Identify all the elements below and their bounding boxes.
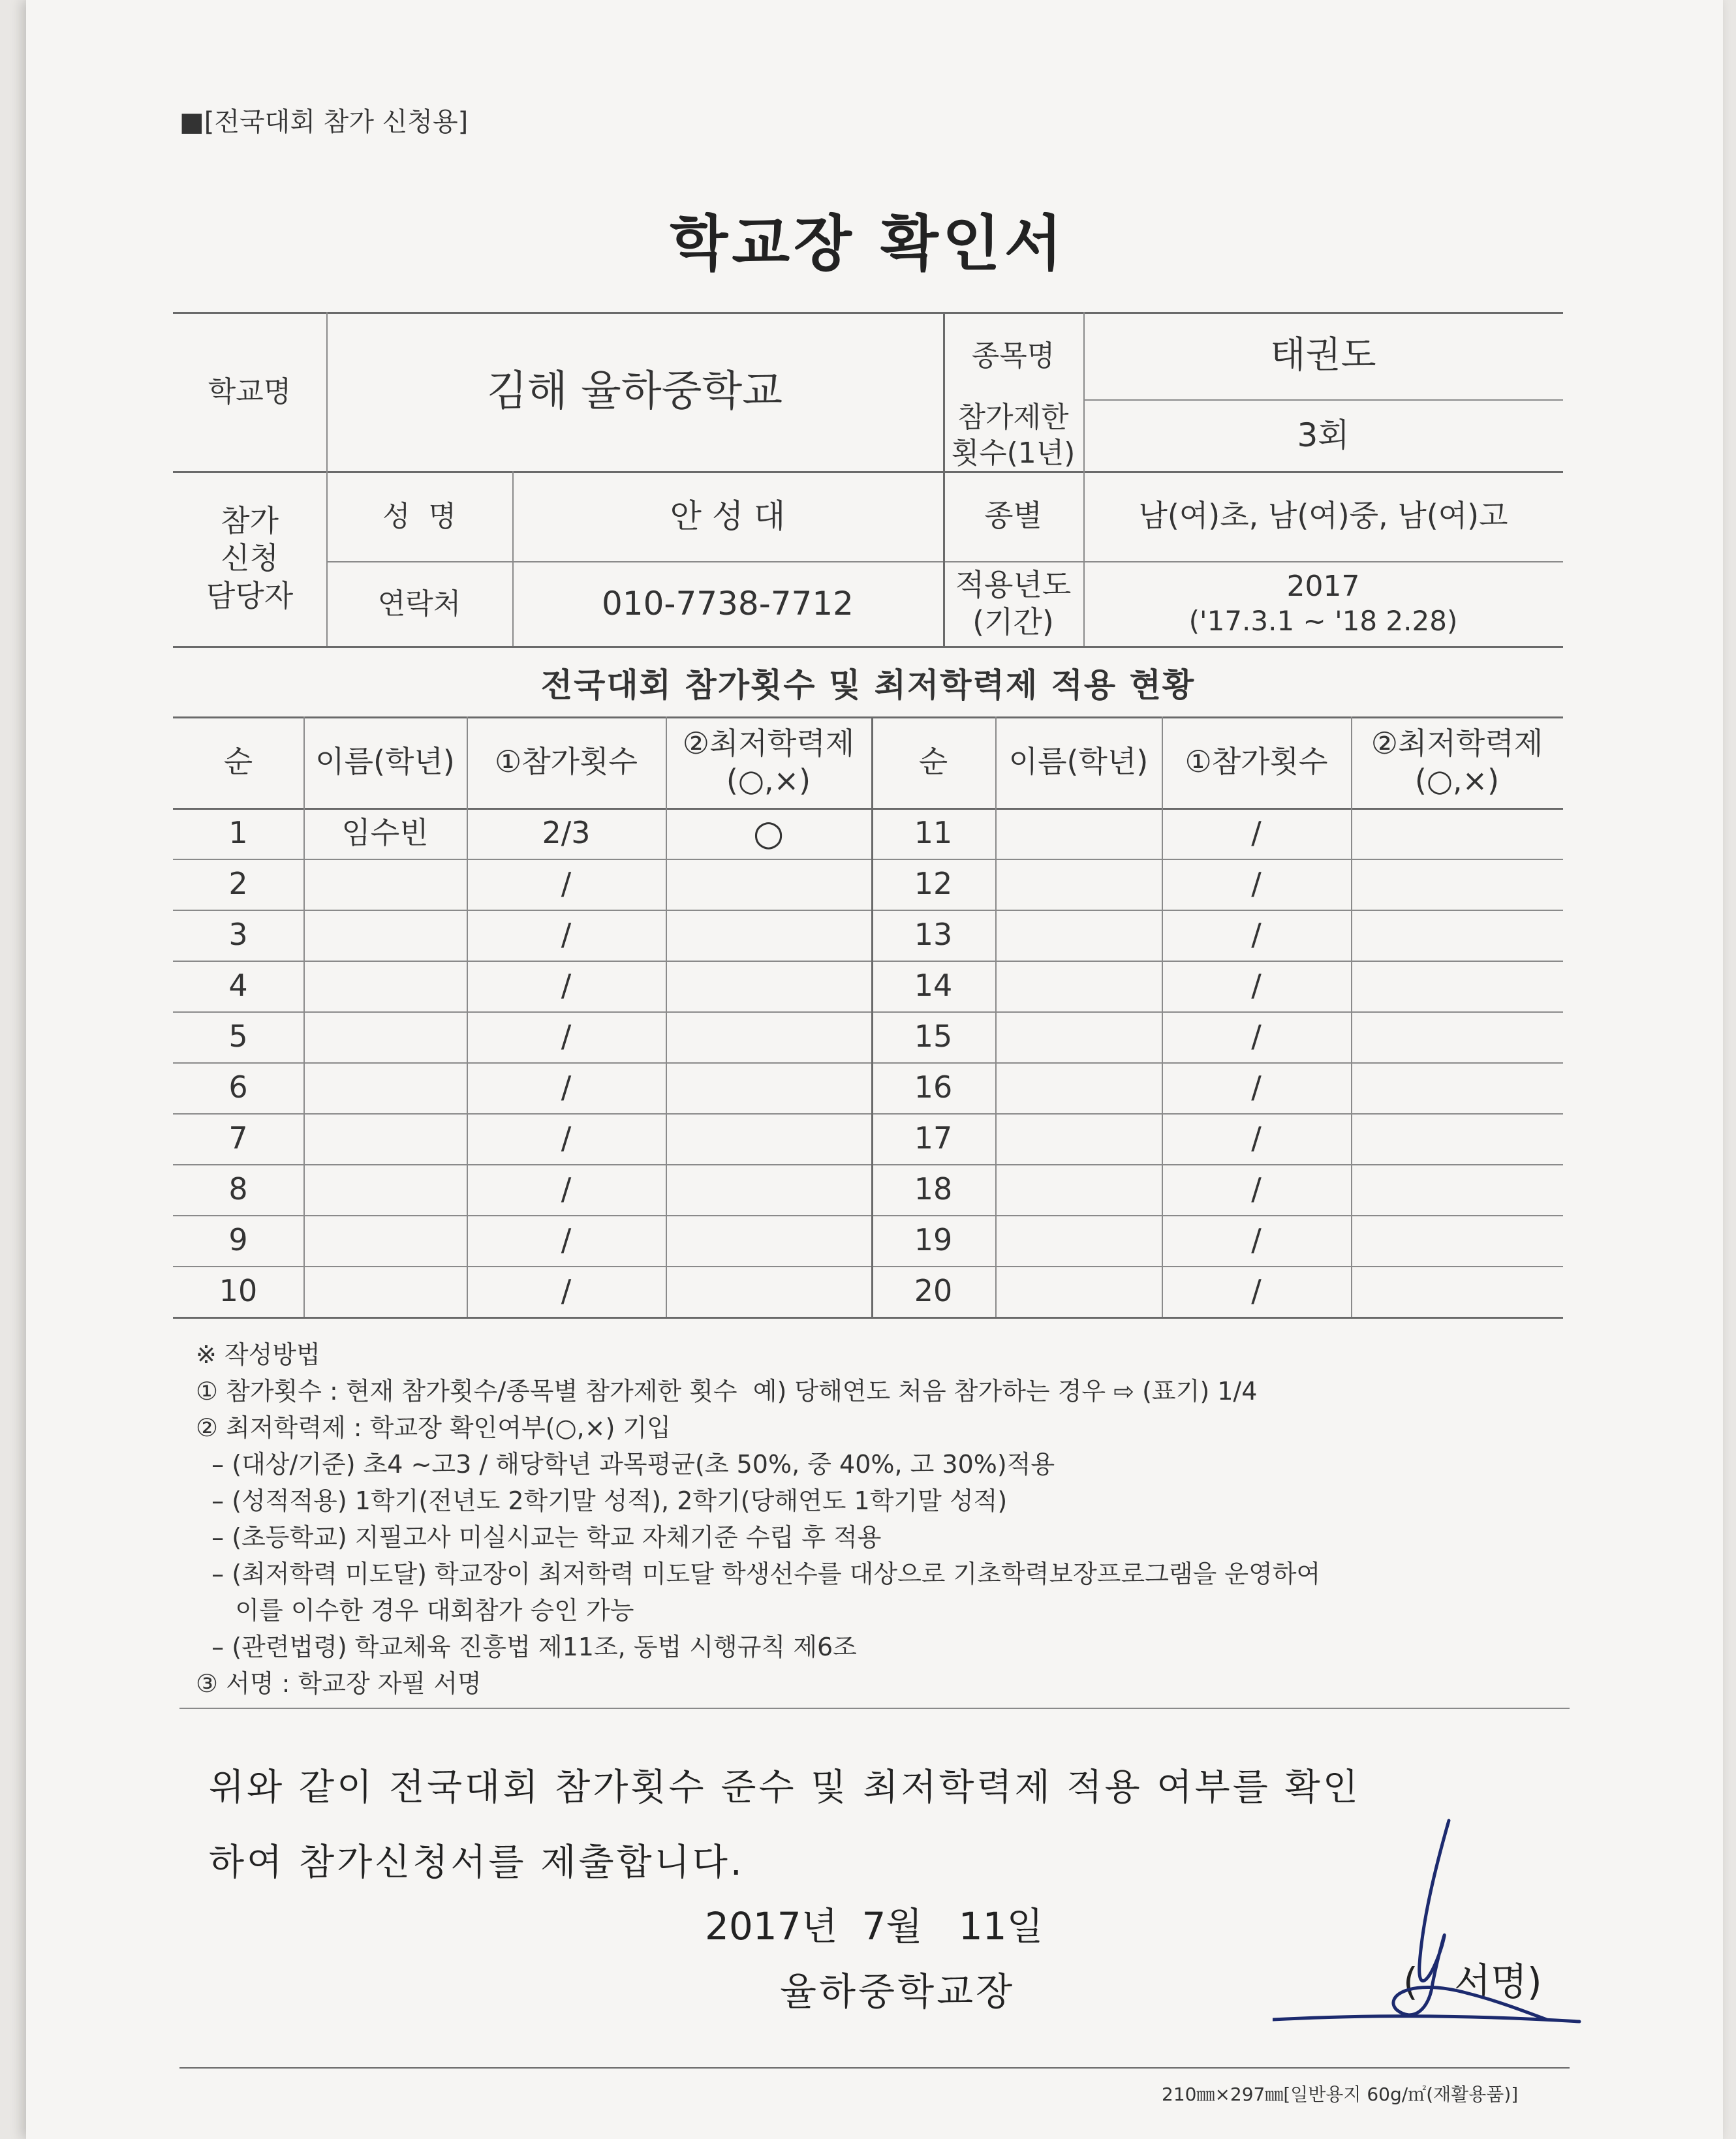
row-no-right: 19 — [914, 1222, 953, 1258]
row-no-left: 1 — [228, 815, 248, 851]
participation-count-right: / — [1251, 917, 1262, 953]
row-no-left: 4 — [228, 968, 248, 1004]
row-no-right: 12 — [914, 866, 953, 902]
principal-title: 율하중학교장 — [780, 1969, 1015, 2014]
student-name-left — [303, 910, 467, 961]
participation-count-right: / — [1251, 1273, 1262, 1309]
minimum-academic-mark-left — [666, 1215, 871, 1266]
instruction-line: – (성적적용) 1학기(전년도 2학기말 성적), 2학기(당해연도 1학기말 성적) — [196, 1486, 1008, 1515]
period-value: ('17.3.1 ~ '18 2.28) — [1188, 605, 1458, 638]
row-no-left: 3 — [228, 917, 248, 953]
student-name-left — [303, 1113, 467, 1164]
participation-count-left: / — [561, 866, 572, 902]
minimum-academic-mark-right — [1351, 1164, 1563, 1215]
row-no-right: 20 — [914, 1273, 953, 1309]
minimum-academic-mark-right — [1351, 808, 1563, 859]
minimum-academic-mark-right — [1351, 1266, 1563, 1317]
student-name-left — [303, 859, 467, 910]
participation-count-left: / — [561, 968, 572, 1004]
row-no-left: 5 — [228, 1019, 248, 1054]
minimum-academic-mark-right — [1351, 1113, 1563, 1164]
participation-count-left: / — [561, 1019, 572, 1054]
category-value: 남(여)초, 남(여)중, 남(여)고 — [1138, 498, 1508, 534]
instruction-line: ② 최저학력제 : 학교장 확인여부(○,×) 기입 — [196, 1413, 671, 1442]
row-no-right: 17 — [914, 1120, 953, 1156]
row-no-left: 2 — [228, 866, 248, 902]
school-name-label: 학교명 — [208, 375, 292, 408]
instruction-line: ③ 서명 : 학교장 자필 서명 — [196, 1669, 482, 1698]
event-label: 종목명 — [971, 339, 1055, 373]
row-no-right: 15 — [914, 1019, 953, 1054]
row-no-left: 8 — [228, 1171, 248, 1207]
instruction-line: – (최저학력 미도달) 학교장이 최저학력 미도달 학생선수를 대상으로 기초학력보장프로그램을 운영하여 — [196, 1560, 1321, 1588]
col-header-minimum-right: ②최저학력제 (○,×) — [1371, 725, 1543, 798]
section-title: 전국대회 참가횟수 및 최저학력제 적용 현황 — [540, 666, 1196, 704]
row-no-right: 13 — [914, 917, 953, 953]
participation-count-right: / — [1251, 1070, 1262, 1105]
instructions-heading: ※ 작성방법 — [196, 1340, 320, 1369]
row-no-left: 10 — [219, 1273, 258, 1309]
minimum-academic-mark-right — [1351, 1215, 1563, 1266]
minimum-academic-mark-left — [666, 859, 871, 910]
col-header-count-left: ①참가횟수 — [495, 744, 638, 780]
participation-count-right: / — [1251, 968, 1262, 1004]
contact-person-label: 참가 신청 담당자 — [206, 502, 294, 613]
row-no-right: 14 — [914, 968, 953, 1004]
participation-count-right: / — [1251, 1222, 1262, 1258]
student-name-left — [303, 961, 467, 1011]
minimum-academic-mark-right — [1351, 1062, 1563, 1113]
minimum-academic-mark-left — [666, 1266, 871, 1317]
instruction-line: – (초등학교) 지필고사 미실시교는 학교 자체기준 수립 후 적용 — [196, 1523, 882, 1552]
form-type-note: ■[전국대회 참가 신청용] — [179, 107, 469, 137]
student-name-right — [995, 1164, 1162, 1215]
phone-value: 010-7738-7712 — [601, 584, 854, 623]
student-name-right — [995, 910, 1162, 961]
principal-signature — [1273, 1814, 1586, 2029]
student-name-left: 임수빈 — [341, 815, 429, 851]
paper-spec: 210㎜×297㎜[일반용지 60g/㎡(재활용품)] — [1162, 2084, 1519, 2105]
student-name-right — [995, 808, 1162, 859]
student-name-left — [303, 1266, 467, 1317]
declaration-line-1: 위와 같이 전국대회 참가횟수 준수 및 최저학력제 적용 여부를 확인 — [209, 1766, 1361, 1809]
submission-date: 2017년 7월 11일 — [705, 1904, 1044, 1948]
row-no-left: 6 — [228, 1070, 248, 1105]
instruction-line: – (관련법령) 학교체육 진흥법 제11조, 동법 시행규칙 제6조 — [196, 1633, 857, 1661]
category-label: 종별 — [984, 498, 1042, 534]
participation-count-right: / — [1251, 1120, 1262, 1156]
declaration-line-2: 하여 참가신청서를 제출합니다. — [209, 1841, 745, 1884]
student-name-right — [995, 1215, 1162, 1266]
minimum-academic-mark-left — [666, 910, 871, 961]
student-name-left — [303, 1011, 467, 1062]
participation-limit-label: 참가제한 횟수(1년) — [951, 401, 1076, 470]
row-no-right: 16 — [914, 1070, 953, 1105]
minimum-academic-mark-left — [666, 1164, 871, 1215]
row-no-left: 7 — [228, 1120, 248, 1156]
participation-count-right: / — [1251, 866, 1262, 902]
participation-count-left: 2/3 — [542, 815, 591, 851]
row-no-right: 18 — [914, 1171, 953, 1207]
instruction-line: ① 참가횟수 : 현재 참가횟수/종목별 참가제한 횟수 예) 당해연도 처음 참가하는 경우 ⇨ (표기) 1/4 — [196, 1377, 1258, 1406]
phone-label: 연락처 — [377, 587, 461, 621]
col-header-name-left: 이름(학년) — [315, 744, 455, 780]
participation-count-left: / — [561, 1070, 572, 1105]
row-no-right: 11 — [914, 815, 953, 851]
minimum-academic-mark-right — [1351, 1011, 1563, 1062]
instruction-line: – (대상/기준) 초4 ~고3 / 해당학년 과목평균(초 50%, 중 40%, 고 30%)적용 — [196, 1450, 1055, 1479]
participation-count-left: / — [561, 1171, 572, 1207]
applicable-year-value — [1083, 561, 1563, 646]
minimum-academic-mark-left — [666, 1062, 871, 1113]
col-header-count-right: ①참가횟수 — [1185, 744, 1328, 780]
student-name-left — [303, 1215, 467, 1266]
student-name-right — [995, 1113, 1162, 1164]
student-name-left — [303, 1062, 467, 1113]
col-header-name-right: 이름(학년) — [1008, 744, 1149, 780]
person-name-label: 성 명 — [382, 499, 456, 533]
minimum-academic-mark-right — [1351, 910, 1563, 961]
minimum-academic-mark-left — [666, 961, 871, 1011]
participation-count-right: / — [1251, 1171, 1262, 1207]
minimum-academic-mark-left: ○ — [752, 812, 784, 854]
col-header-no-right: 순 — [918, 744, 948, 780]
participation-limit-value: 3회 — [1297, 416, 1350, 454]
student-name-right — [995, 1266, 1162, 1317]
minimum-academic-mark-right — [1351, 859, 1563, 910]
participation-count-left: / — [561, 917, 572, 953]
participation-count-left: / — [561, 1120, 572, 1156]
col-header-no-left: 순 — [223, 744, 253, 780]
student-name-right — [995, 1062, 1162, 1113]
student-name-right — [995, 961, 1162, 1011]
student-name-left — [303, 1164, 467, 1215]
document-title: 학교장 확인서 — [670, 209, 1066, 279]
participation-count-right: / — [1251, 1019, 1262, 1054]
person-name-value: 안 성 대 — [670, 497, 786, 535]
school-name-value: 김해 율하중학교 — [486, 367, 783, 416]
instruction-line: 이를 이수한 경우 대회참가 승인 가능 — [196, 1596, 634, 1625]
minimum-academic-mark-right — [1351, 961, 1563, 1011]
applicable-year-label: 적용년도 (기간) — [955, 566, 1072, 639]
row-no-left: 9 — [228, 1222, 248, 1258]
participation-count-right: / — [1251, 815, 1262, 851]
student-name-right — [995, 859, 1162, 910]
participation-count-left: / — [561, 1273, 572, 1309]
minimum-academic-mark-left — [666, 1011, 871, 1062]
signature-label: ( 서명) — [1403, 1960, 1542, 2004]
minimum-academic-mark-left — [666, 1113, 871, 1164]
participation-count-left: / — [561, 1222, 572, 1258]
student-name-right — [995, 1011, 1162, 1062]
col-header-minimum-left: ②최저학력제 (○,×) — [682, 725, 855, 798]
year-value: 2017 — [1286, 570, 1360, 604]
event-value: 태권도 — [1270, 334, 1376, 377]
